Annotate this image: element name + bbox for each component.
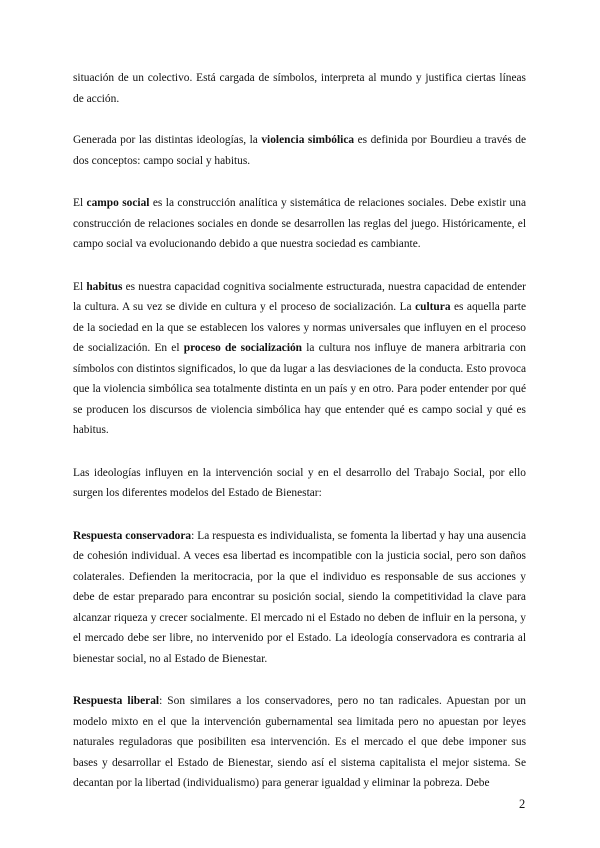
- text-run: El: [73, 280, 87, 293]
- text-run: El: [73, 197, 87, 209]
- paragraph-continuation: [73, 68, 526, 109]
- term-habitus: habitus: [86, 280, 123, 293]
- paragraph-campo-social: [73, 193, 526, 255]
- text-run: es nuestra capacidad cognitiva socialmente estructurada, nuestra capacidad de entender la cultura. A su vez se divide en cultura y el proceso de socialización. La: [73, 280, 526, 313]
- text-run: : La respuesta es individualista, se fomenta la libertad y hay una ausencia de cohesión individual. A veces esa libertad es incompatible con la justicia social, pero son daños colaterales. Defienden la meritocracia, por la que el individuo es responsable de sus acciones y debe de estar preparado para encontrar su posición social, siendo la competitividad la clave para alcanzar riqueza y crecer socialmente. El mercado ni el Estado no deben de influir en la persona, y el mercado debe ser libre, no intervenido por el Estado. La ideología conservadora es contraria al bienestar social, no al Estado de Bienestar.: [73, 529, 527, 665]
- paragraph-violencia-simbolica: [73, 130, 526, 171]
- text-run: la cultura nos influye de manera arbitraria con símbolos con distintos significados, lo que da lugar a las desviaciones de la conducta. Esto provoca que la violencia simbólica sea totalmente distinta en un país y en otro. Para poder entender por qué se producen los discursos de violencia simbólica hay que entender qué es campo social y qué es habitus.: [73, 342, 526, 436]
- paragraph-text: Las ideologías influyen en la intervención social y en el desarrollo del Trabajo Social, por ello surgen los diferentes modelos del Estado de Bienestar:: [73, 466, 526, 499]
- paragraph-ideologias: [73, 463, 526, 504]
- term-campo-social: campo social: [86, 197, 150, 209]
- term-proceso-socializacion: proceso de socialización: [183, 342, 303, 354]
- text-run: es aquella parte de la sociedad en la que se establecen los valores y normas universales que influyen en el proceso de socialización. En el: [73, 301, 527, 354]
- text-run: : Son similares a los conservadores, pero no tan radicales. Apuestan por un modelo mixto en el que la intervención gubernamental sea limitada pero no apuestan por leyes naturales reguladoras que posibiliten esa intervención. Es el mercado el que debe imponer sus bases y desarrollar el Estado de Bienestar, siendo así el sistema capitalista el mejor sistema. Se decantan por la libertad (individualismo) para generar igualdad y eliminar la pobreza. Debe: [73, 695, 526, 789]
- term-cultura: cultura: [415, 301, 451, 313]
- term-violencia-simbolica: violencia simbólica: [261, 134, 355, 146]
- paragraph-respuesta-liberal: [73, 691, 526, 794]
- text-run: es definida por Bourdieu a través de dos conceptos: campo social y habitus.: [73, 134, 527, 167]
- text-run: Generada por las distintas ideologías, la: [73, 134, 262, 146]
- term-respuesta-liberal: Respuesta liberal: [73, 695, 160, 707]
- paragraph-habitus: [73, 277, 526, 441]
- term-respuesta-conservadora: Respuesta conservadora: [73, 529, 192, 542]
- paragraph-text: situación de un colectivo. Está cargada de símbolos, interpreta al mundo y justifica ciertas líneas de acción.: [73, 72, 526, 105]
- page-number: 2: [519, 797, 526, 811]
- text-run: es la construcción analítica y sistemática de relaciones sociales. Debe existir una construcción de relaciones sociales en donde se desarrollen las reglas del juego. Históricamente, el campo social va evolucionando debido a que nuestra sociedad es cambiante.: [73, 197, 527, 250]
- paragraph-respuesta-conservadora: [73, 526, 526, 670]
